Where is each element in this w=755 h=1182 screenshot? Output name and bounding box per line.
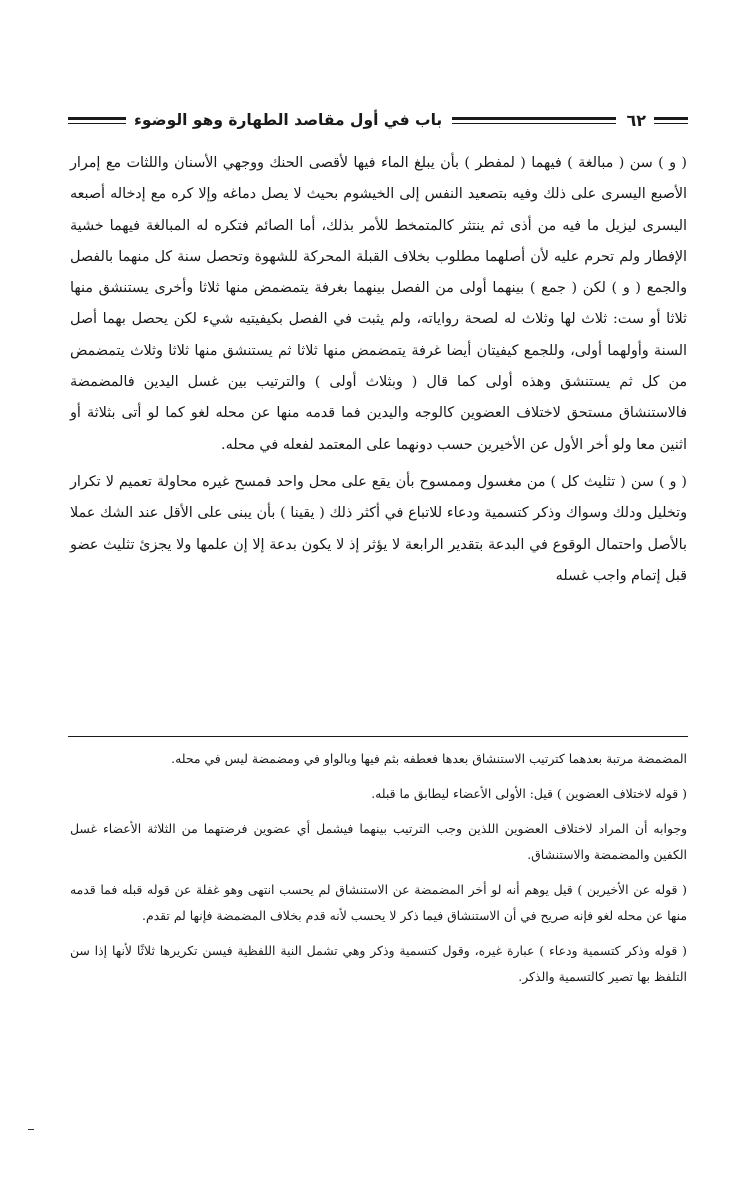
footnote: وجوابه أن المراد لاختلاف العضوين اللذين وجب الترتيب بينهما فيشمل أي عضوين فرضتهما من الثلاثة الأعضاء غسل الكفين والمضمضة والاستنشاق. bbox=[70, 821, 687, 862]
footnotes bbox=[70, 746, 687, 990]
header-rule-left bbox=[68, 117, 126, 124]
running-header bbox=[68, 102, 688, 138]
footnote: المضمضة مرتبة بعدهما كترتيب الاستنشاق بعدها فعطفه بثم فيها وبالواو في ومضمضة ليس في محله. bbox=[171, 751, 687, 766]
page-number: ٦٢ bbox=[626, 110, 646, 130]
header-rule-right bbox=[654, 117, 688, 124]
main-text bbox=[70, 148, 687, 592]
footnote: ( قوله عن الأخيرين ) قيل يوهم أنه لو أخر المضمضة عن الاستنشاق لم يحسب انتهى وهو غفلة عن قوله قبله فما قدمه منها عن محله لغو فإنه صريح في أن الاستنشاق فيما ذكر لا يحسب لأنه قدم بخلاف المضمضة فإنها لم تقدم. bbox=[70, 882, 687, 923]
footnote: ( قوله وذكر كتسمية ودعاء ) عبارة غيره، وقول كتسمية وذكر وهي تشمل النية اللفظية فيسن تكريرها ثلاثًا لأنها إذا سن التلفظ بها تصير كالتسمية والذكر. bbox=[70, 943, 687, 984]
margin-mark bbox=[28, 1129, 34, 1130]
footnote: ( قوله لاختلاف العضوين ) قيل: الأولى الأعضاء ليطابق ما قبله. bbox=[371, 786, 687, 801]
main-paragraph: ( و ) سن ( تثليث كل ) من مغسول وممسوح بأن يقع على محل واحد فمسح غيره محاولة تعميم لا تكرار وتخليل ودلك وسواك وذكر كتسمية ودعاء للاتباع في أكثر ذلك ( يقينا ) بأن يبنى على الأقل عند الشك عملا بالأصل واحتمال الوقوع في البدعة بتقدير الرابعة لا يؤثر إذ لا يكون بدعة إلا إن علمها ولا يجزئ تثليث عضو قبل إتمام واجب غسله bbox=[70, 473, 687, 584]
footnote-separator bbox=[68, 736, 688, 737]
main-paragraph: ( و ) سن ( مبالغة ) فيهما ( لمفطر ) بأن يبلغ الماء فيها لأقصى الحنك ووجهي الأسنان واللثات مع إمرار الأصبع اليسرى على ذلك وفيه بتصعيد النفس إلى الخيشوم بحيث لا يصل دماغه وإلا كره مع إدخاله أصبعه اليسرى ليزيل ما فيه من أذى ثم ينتثر كالمتمخط للأمر بذلك، أما الصائم فتكره له المبالغة فيهما خشية الإفطار ولم تحرم عليه لأن أصلهما مطلوب بخلاف القبلة المحركة للشهوة وتحصل سنة كل منهما بالفصل والجمع ( و ) لكن ( جمع ) بينهما أولى من الفصل بينهما بغرفة يتمضمض منها ثلاثا وأخرى يستنشق منها ثلاثا أو ست: ثلاث لها وثلاث له لصحة رواياته، ولم يثبت في الفصل بكيفيتيه شيء لكن يحصل بهما أصل السنة وأولهما أولى، وللجمع كيفيتان أيضا غرفة يتمضمض منها ثلاثا ثم يستنشق منها ثلاثا وثلاث يتمضمض من كل ثم يستنشق وهذه أولى كما قال ( وبثلاث أولى ) والترتيب بين غسل اليدين فالمضمضة فالاستنشاق مستحق لاختلاف العضوين كالوجه واليدين فما قدمه منها عن محله لغو كما لو أتى بثلاثة أو اثنين معا ولو أخر الأول عن الأخيرين حسب دونهما على المعتمد لفعله في محله. bbox=[70, 155, 687, 453]
chapter-title: باب في أول مقاصد الطهارة وهو الوضوء bbox=[134, 111, 443, 129]
header-rule-middle bbox=[452, 117, 616, 124]
